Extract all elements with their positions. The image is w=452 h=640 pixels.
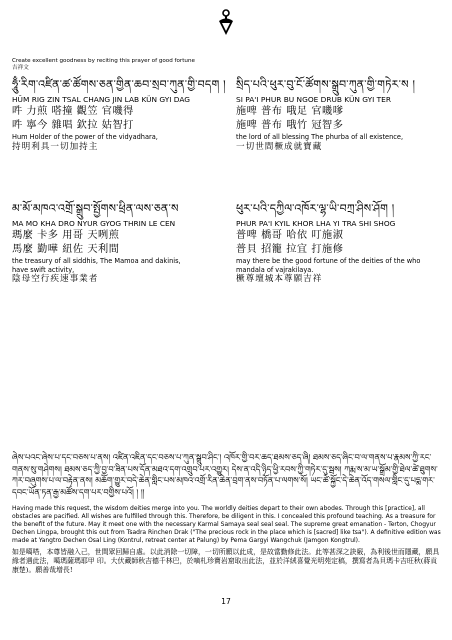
verse-english: the treasury of all siddhis, The Mamoa and dakinis, have swift activity, [12, 257, 181, 274]
verse-translation-zh: 持明利具一切加持主 [12, 141, 99, 152]
intro-chinese: 吉祥文 [12, 65, 29, 72]
page-number: 17 [221, 597, 231, 606]
verse-chinese-phonetic: 吽 力煎 嗒撞 觀笠 官嘰得 [12, 106, 134, 117]
verse-translation-zh: 陰母空行疾速事業者 [12, 274, 99, 285]
verse-4 [236, 202, 422, 285]
verse-chinese-phonetic: 普啤 橋哥 哈依 叮施淑 [236, 230, 344, 241]
verse-english: the lord of all blessing The phurba of all existence, [236, 133, 404, 142]
verse-chinese-phonetic: 施啤 普布 哦足 官嘰嗲 [236, 106, 344, 117]
verse-3 [12, 202, 198, 285]
intro-english: Create excellent goodness by reciting this prayer of good fortune [12, 58, 195, 64]
verse-1 [12, 78, 226, 153]
colophon-tibetan: ཞེས་པའང་ཞེས་པ་དང་བཅས་པ་ནས། འཛིན་འཇིན་དང་བཅས་པ་ཀུན་སྒྲུབ་ཤིང་། འཁོར་གྱི་བར་ཆད་ཐམས་ཅད་ཞི། ཐམས་ཅད་ཞིང་བ་ལ་གནས་པ་རྣམས་ཀྱི་རང་གནས་སུ་གཤེགས། ཐམས་ཅད་ཀྱི་བྱ་བ་ཟིན་པས་དོན་མཐའ་དག་འགྲུབ་པར་འགྱུར། དེས་ན་འདི་ཉིད་ཕྱི་རབས་ཀྱི་གཏེར་དུ་སྦས། ཀརྨ་ས་མ་ཡ་སྒྲོམ་གྱི་ཐེལ་ཚེ་ཐུགས་ཀར་བཞུགས་པ་ལ་བརྟེན་ནས། མཆོག་གྱུར་བདེ་ཆེན་གླིང་པས་མཁའ་འགྲོ་རིན་ཆེན་བྲག་ནས་བཏོན་པ་ལགས་སོ། ཡང་ཚེ་སྐྱོང་དེ་ཆེན་འོད་གསལ་གླིང་དུ་པདྨ་གར་དབང་ཡོན་ཏན་རྒྱ་མཚོས་དག་པར་བགྱིས་པའོ། ། །། [12, 452, 438, 497]
verse-phonetic: HŪM RIG ZIN TSAL CHANG JIN LAB KÜN GYI DAG [12, 95, 190, 104]
verse-chinese-phonetic: 瑪麼 卡多 用哥 天咧煎 [12, 230, 120, 241]
verse-chinese-literal: 馬麼 勤嘩 紐佐 天利間 [12, 243, 120, 255]
verse-tibetan: སྲིད་པའི་ཕུར་བུ་ངོ་ཚོགས་སྒྲུབ་ཀུན་གྱི་གཏེར་ས ། [236, 78, 416, 91]
verse-translation-zh: 一切世間橛成就寶藏 [236, 141, 323, 152]
verse-tibetan: མ་མོ་མཁའ་འགྲོ་སྒྲུབ་སྤྱོགས་ཕྲིན་ལས་ཅན་ས [12, 202, 179, 215]
colophon-chinese: 如是噶嗒，本尊皆融入己，世間眾回歸自處。以此消除一切障，一切所願以此成，是故當勤修此法。此等甚深之訣竅，為利後世而隱藏，願具緣者遇此法，噶瑪薩瑪耶甲 印。大伏藏師秋吉德千林巴，於嘀札珍寶岩窟取出此法，並於洋絨喜覺光明苑定稿，撰寫者為貝瑪卡吉旺秋(蔣貢康楚)。願善哉增長! [12, 548, 440, 574]
intro [12, 58, 392, 73]
verse-tibetan: ཧཱུྃ་རིག་འཛིན་ཚ་ཚོགས་ཅན་གྱིན་ཆབ་སྲབ་ཀུན་གྱི་བདག ། [12, 78, 226, 91]
verse-chinese-literal: 施啤 普布 哦竹 冠智多 [236, 119, 344, 131]
verse-phonetic: PHUR PA'I KYIL KHOR LHA YI TRA SHI SHOG [236, 219, 396, 228]
colophon-english: Having made this request, the wisdom deities merge into you. The worldly deities depart to their own abodes. Through this [practice], all obstacles are pacified. All wishes are fulfilled through this. Therefore, be diligent in this. I concealed this profound teaching. As a treasure for the benefit of the future. May it meet one with the necessary Karmal Samaya seal seal seal. The supreme great emanation - Terton, Chogyur Dechen Lingpa, brought this out from Tsadra Rinchen Drak ("The precious rock in the place which is [sacred] like tsa"). A definitive edition was made at Yangtro Dechen Osal Ling (Kontrul, retreat center at Palung) by Pema Gargyi Wangchuk (Jamgon Kongtrul). [12, 505, 441, 544]
verse-phonetic: SI PA'I PHUR BU NGOE DRUB KÜN GYI TER [236, 95, 391, 104]
verse-tibetan: ཕུར་པའི་དཀྱིལ་འཁོར་ལྷ་ཡི་བཀྲ་ཤིས་ཤོག ། [236, 202, 395, 215]
verse-english: Hum Holder of the power of the vidyadhara, [12, 133, 158, 142]
verse-chinese-literal: 吽 寧今 雜唱 欽拉 姑智打 [12, 119, 134, 131]
vajra-ornament-icon [216, 9, 236, 37]
colophon [12, 452, 442, 575]
verse-english: may there be the good fortune of the deities of the who mandala of vajrakilaya. [236, 257, 421, 274]
verse-phonetic: MA MO KHA DRO NYUR GYOG THRIN LE CEN [12, 219, 176, 228]
verse-translation-zh: 橛尊壇城本尊願吉祥 [236, 274, 323, 285]
verse-2 [236, 78, 422, 153]
verse-chinese-literal: 普貝 招籠 拉宜 打施修 [236, 243, 344, 255]
